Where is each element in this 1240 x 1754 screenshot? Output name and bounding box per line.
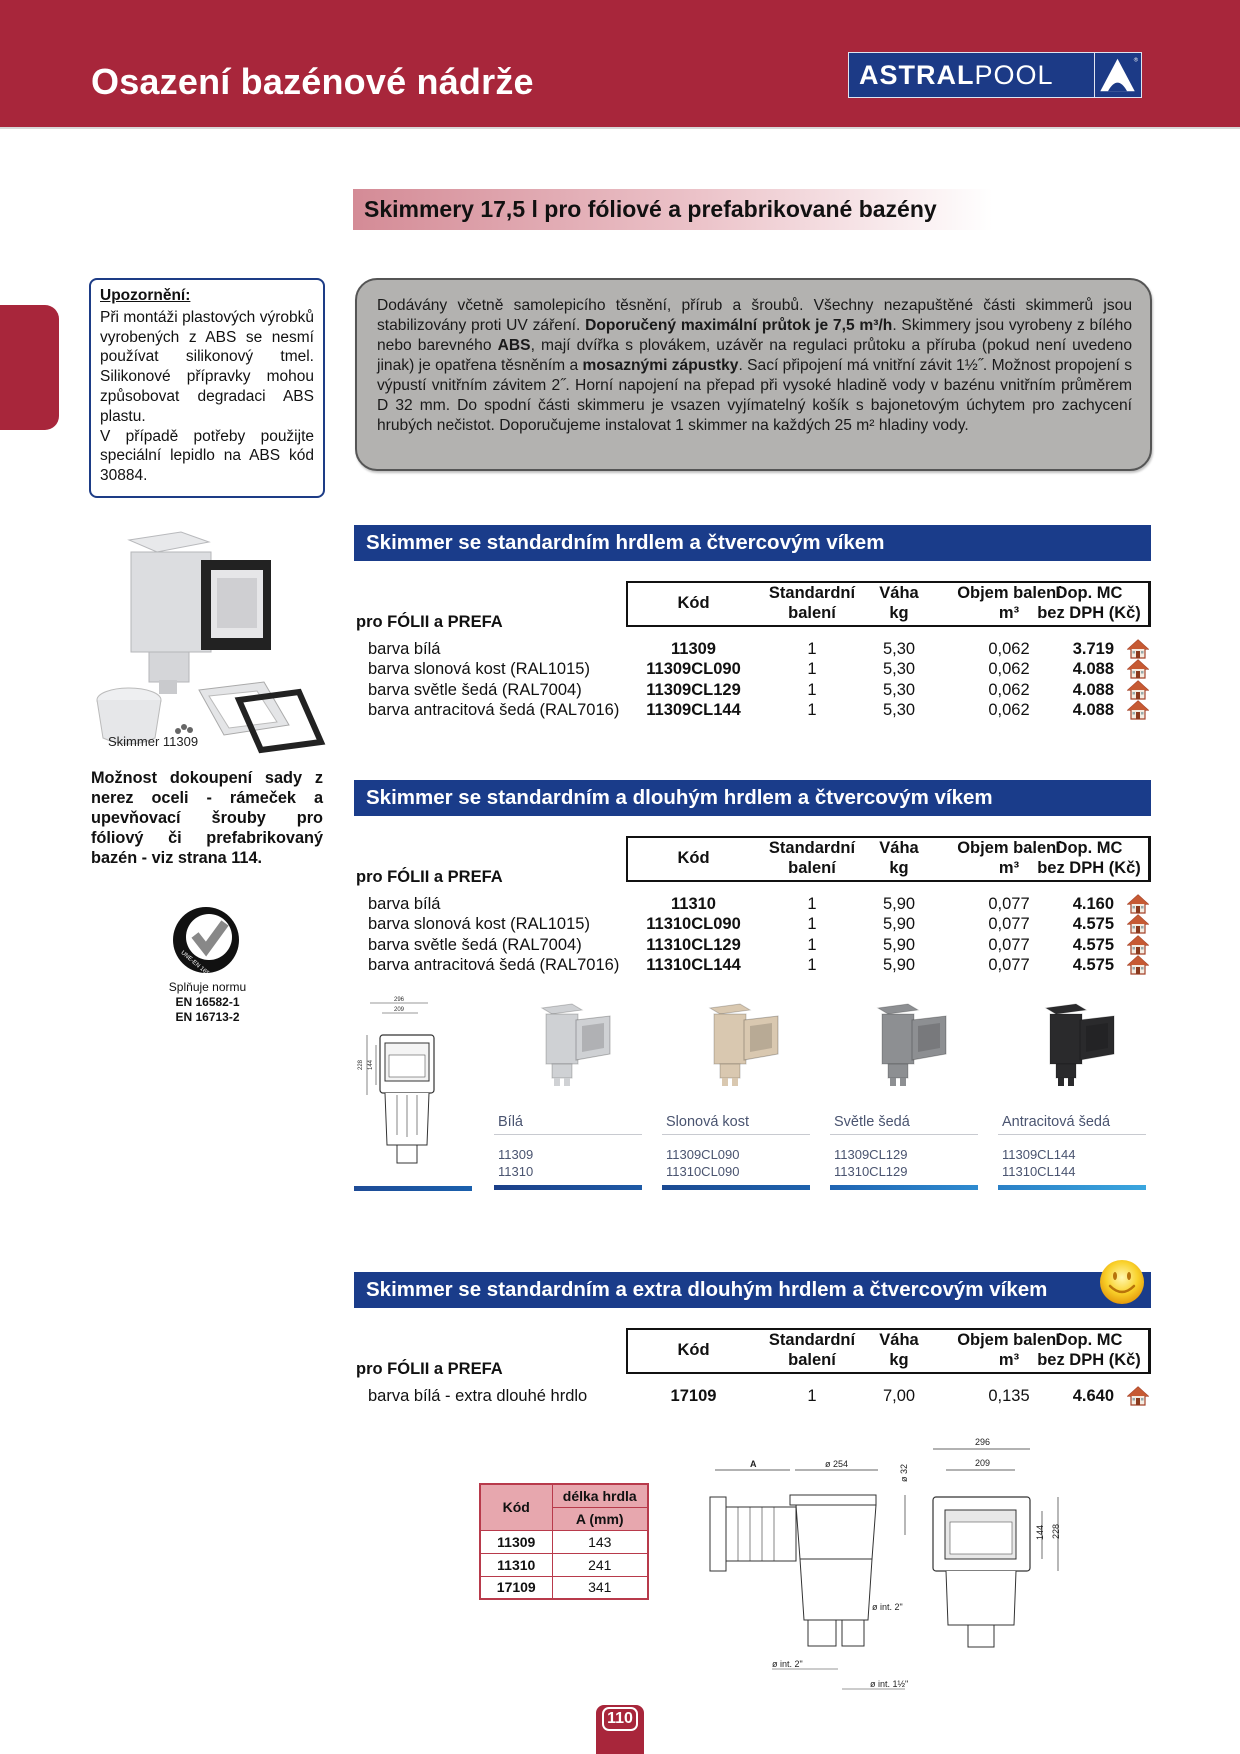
table-row: [354, 894, 1154, 914]
logo-mark-icon: [1094, 53, 1141, 97]
variant-codes: 11309CL129 11310CL129: [834, 1147, 908, 1179]
skimmer-product-image: [89, 520, 329, 755]
product-code: 11310CL144: [646, 955, 741, 974]
product-code: 11310CL090: [646, 915, 741, 934]
svg-text:ø int. 2": ø int. 2": [772, 1659, 803, 1669]
length-cell: 143: [552, 1530, 648, 1553]
color-variant: [662, 1000, 812, 1190]
price: 3.719: [1072, 640, 1114, 658]
price: 4.160: [1072, 895, 1114, 913]
svg-text:296: 296: [394, 997, 405, 1003]
certification-badge-icon: [171, 905, 241, 975]
package-volume: 0,135: [988, 1387, 1030, 1405]
neck-length-table: Kód délka hrdla A (mm) 11309 143 11310 241 17109 341: [479, 1483, 649, 1600]
warning-box: [89, 278, 325, 498]
header-banner: [0, 0, 1240, 129]
pack-quantity: 1: [807, 680, 817, 699]
length-cell: 241: [552, 1553, 648, 1576]
skimmer-variant-image: [860, 1000, 960, 1100]
code-cell: 17109: [480, 1576, 552, 1599]
svg-text:296: 296: [975, 1437, 991, 1447]
price: 4.640: [1072, 1387, 1114, 1405]
table-row: [354, 955, 1154, 975]
variant-codes: 11309CL090 11310CL090: [666, 1147, 740, 1179]
product-name: barva světle šedá (RAL7004): [368, 935, 582, 954]
product-table-2: [354, 826, 1154, 975]
product-name: barva světle šedá (RAL7004): [368, 680, 582, 699]
skimmer-variant-image: [524, 1000, 624, 1100]
price: 4.575: [1072, 935, 1114, 954]
price: 4.088: [1072, 680, 1114, 699]
astralpool-logo: [848, 52, 1142, 98]
house-icon: [1127, 894, 1149, 914]
table-row: [480, 1576, 648, 1599]
table-row: [354, 935, 1154, 955]
package-volume: 0,077: [988, 915, 1030, 934]
table-row: [354, 700, 1154, 720]
weight-kg: 5,30: [882, 700, 916, 719]
color-variant: [998, 1000, 1148, 1190]
package-volume: 0,077: [988, 955, 1030, 974]
logo-light: POOL: [974, 59, 1054, 90]
house-icon: [1127, 700, 1149, 720]
variant-name: Bílá: [498, 1114, 523, 1130]
svg-text:®: ®: [1133, 57, 1139, 64]
table-row: [354, 639, 1154, 659]
product-name: barva slonová kost (RAL1015): [368, 915, 590, 934]
table-header: pro FÓLII a PREFA Kód Standardní balení Váha kg Objem balení m³ Dop. MC bez DPH (Kč): [354, 1318, 1154, 1386]
house-icon: [1127, 1386, 1149, 1406]
product-caption: Skimmer 11309: [108, 734, 199, 749]
svg-text:ø 254: ø 254: [825, 1459, 849, 1469]
warning-text-glue: V případě potřeby použijte speciální lepidlo na ABS kód 30884.: [100, 427, 314, 485]
package-volume: 0,062: [988, 640, 1030, 658]
house-icon: [1127, 659, 1149, 679]
product-name: barva antracitová šedá (RAL7016): [368, 700, 620, 719]
length-cell: 341: [552, 1576, 648, 1599]
house-icon: [1127, 680, 1149, 700]
svg-text:144: 144: [368, 1059, 374, 1070]
warning-text: Při montáži plastových výrobků vyrobených z ABS se nesmí používat silikonový tmel. Silikonové přípravky mohou způsobovat degradaci ABS plastu.: [100, 308, 314, 425]
variant-codes: 11309 11310: [498, 1147, 534, 1179]
divider-bar: [494, 1185, 642, 1190]
table-row: [354, 914, 1154, 934]
pack-quantity: 1: [807, 1387, 817, 1405]
color-variants: [494, 1000, 1154, 1190]
chapter-tab: [0, 305, 59, 430]
package-volume: 0,077: [988, 895, 1030, 913]
house-icon: [1127, 955, 1149, 975]
product-name: barva antracitová šedá (RAL7016): [368, 955, 620, 974]
product-description: Dodávány včetně samolepicího těsnění, přírub a šroubů. Všechny nezapuštěné části skimmerů jsou stabilizovány proti UV záření. Doporučený maximální průtok je 7,5 m³/h. Skimmery jsou vyrobeny z bílého nebo barevného ABS, mají dvířka s plovákem, uzávěr na regulaci průtoku a příruba (pokud není uvedeno jinak) je opatřena těsněním a mosaznými zápustky. Sací připojení má vnitřní závit 1½˝. Možnost propojení s výpustí vnitřním závitem 2˝. Horní napojení na přepad při vysoké hladině vody v bazénu vnitřním průměrem D 32 mm. Do spodní části skimmeru je vsazen vyjímatelný košík s bajonetovým úchytem pro zachycení hrubých nečistot. Doporučujeme instalovat 1 skimmer na každých 25 m² hladiny vody.: [355, 278, 1152, 471]
weight-kg: 7,00: [882, 1387, 916, 1405]
table-row: [354, 1386, 1154, 1406]
pack-quantity: 1: [807, 640, 817, 658]
weight-kg: 5,30: [882, 660, 916, 679]
skimmer-variant-image: [692, 1000, 792, 1100]
table-header: pro FÓLII a PREFA Kód Standardní balení Váha kg Objem balení m³ Dop. MC bez DPH (Kč): [354, 826, 1154, 894]
product-table-1: [354, 571, 1154, 720]
product-code: 11309CL144: [646, 700, 741, 719]
variant-codes: 11309CL144 11310CL144: [1002, 1147, 1076, 1179]
logo-bold: ASTRAL: [859, 59, 975, 90]
accessory-note: Možnost dokoupení sady z nerez oceli - rámeček a upevňovací šrouby pro fóliový či prefabrikovaný bazén - viz strana 114.: [91, 769, 323, 867]
house-icon: [1127, 914, 1149, 934]
product-code: 11309: [671, 640, 716, 658]
product-code: 17109: [670, 1387, 717, 1405]
price: 4.088: [1072, 700, 1114, 719]
svg-text:144: 144: [1035, 1524, 1045, 1540]
table-row: [480, 1530, 648, 1553]
table-row: [354, 680, 1154, 700]
svg-text:228: 228: [1051, 1523, 1061, 1539]
page-number: 110: [602, 1707, 638, 1731]
variant-name: Antracitová šedá: [1002, 1114, 1111, 1130]
product-code: 11310CL129: [646, 935, 741, 954]
variant-name: Slonová kost: [666, 1114, 750, 1130]
svg-text:228: 228: [358, 1059, 364, 1070]
weight-kg: 5,30: [882, 680, 916, 699]
package-volume: 0,077: [988, 935, 1030, 954]
color-variant: [830, 1000, 980, 1190]
pack-quantity: 1: [807, 895, 817, 913]
skimmer-variant-image: [1028, 1000, 1128, 1100]
product-name: barva bílá: [368, 895, 441, 913]
svg-text:209: 209: [975, 1458, 991, 1468]
pack-quantity: 1: [807, 700, 817, 719]
divider-bar: [998, 1185, 1146, 1190]
weight-kg: 5,90: [882, 915, 916, 934]
product-code: 11309CL090: [646, 660, 741, 679]
table-header: pro FÓLII a PREFA Kód Standardní balení Váha kg Objem balení m³ Dop. MC bez DPH (Kč): [354, 571, 1154, 639]
package-volume: 0,062: [988, 700, 1030, 719]
svg-text:ø int. 2": ø int. 2": [872, 1602, 903, 1612]
package-volume: 0,062: [988, 660, 1030, 679]
svg-text:A: A: [750, 1459, 757, 1469]
weight-kg: 5,30: [882, 640, 916, 658]
code-cell: 11309: [480, 1530, 552, 1553]
table-1-title: Skimmer se standardním hrdlem a čtvercovým víkem: [354, 525, 1151, 561]
table-row: [354, 659, 1154, 679]
weight-kg: 5,90: [882, 935, 916, 954]
pack-quantity: 1: [807, 955, 817, 974]
pack-quantity: 1: [807, 935, 817, 954]
section-title: Skimmery 17,5 l pro fóliové a prefabrikované bazény: [353, 189, 993, 230]
divider-bar: [662, 1185, 810, 1190]
product-table-3: [354, 1318, 1154, 1406]
divider-bar: [830, 1185, 978, 1190]
package-volume: 0,062: [988, 680, 1030, 699]
svg-text:209: 209: [394, 1007, 405, 1013]
price: 4.575: [1072, 915, 1114, 934]
price: 4.575: [1072, 955, 1114, 974]
code-cell: 11310: [480, 1553, 552, 1576]
variant-name: Světle šedá: [834, 1114, 910, 1130]
page-title: Osazení bazénové nádrže: [91, 61, 534, 102]
smiley-icon: [1098, 1258, 1146, 1306]
pack-quantity: 1: [807, 915, 817, 934]
table-3-title: Skimmer se standardním a extra dlouhým hrdlem a čtvercovým víkem: [354, 1272, 1151, 1308]
color-variant: [494, 1000, 644, 1190]
skimmer-front-drawing: [352, 995, 470, 1175]
house-icon: [1127, 935, 1149, 955]
product-code: 11310: [671, 895, 716, 913]
table-row: [480, 1553, 648, 1576]
house-icon: [1127, 639, 1149, 659]
svg-text:ø int. 1½": ø int. 1½": [870, 1679, 909, 1689]
weight-kg: 5,90: [882, 955, 916, 974]
warning-title: Upozornění:: [100, 287, 191, 304]
pack-quantity: 1: [807, 660, 817, 679]
price: 4.088: [1072, 660, 1114, 679]
product-code: 11309CL129: [646, 680, 741, 699]
certification-text: Splňuje normu EN 16582-1 EN 16713-2: [168, 980, 247, 1024]
svg-text:ø 32: ø 32: [899, 1463, 909, 1482]
product-name: barva bílá - extra dlouhé hrdlo: [368, 1387, 588, 1405]
weight-kg: 5,90: [882, 895, 916, 913]
technical-drawing: [690, 1425, 1090, 1705]
product-name: barva bílá: [368, 640, 441, 658]
divider-bar: [354, 1186, 472, 1191]
table-2-title: Skimmer se standardním a dlouhým hrdlem a čtvercovým víkem: [354, 780, 1151, 816]
product-name: barva slonová kost (RAL1015): [368, 660, 590, 679]
